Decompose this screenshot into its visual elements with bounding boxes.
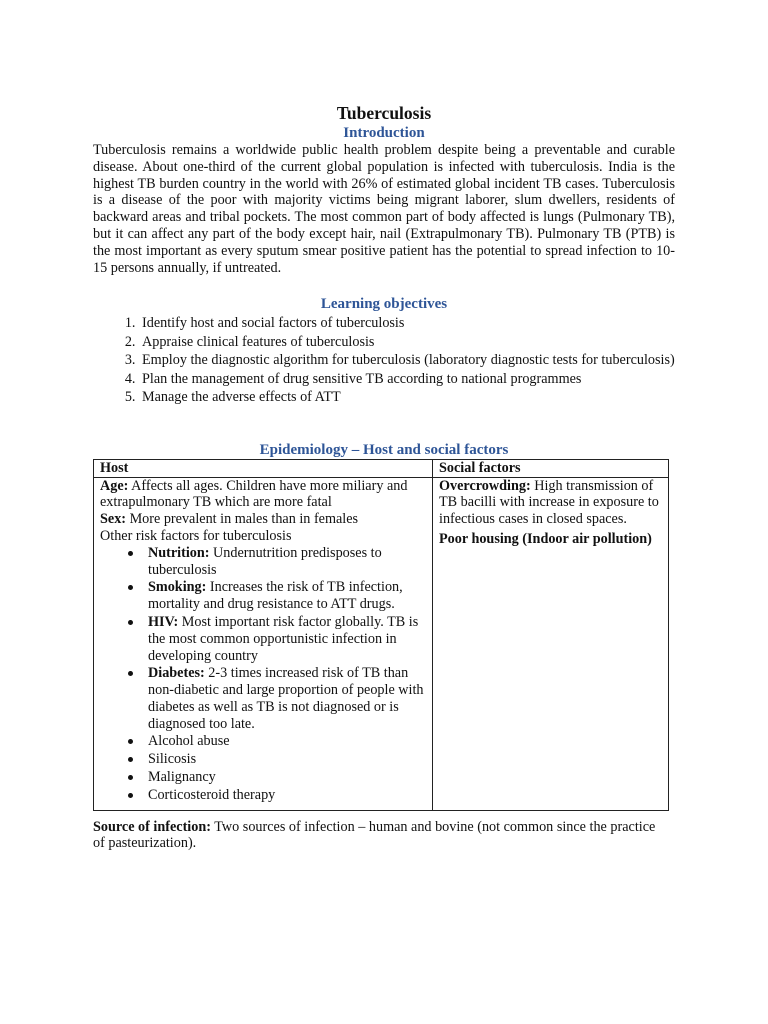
epidemiology-heading: Epidemiology – Host and social factors	[259, 441, 509, 458]
poor-housing-label: Poor housing (Indoor air pollution)	[439, 530, 652, 547]
sex-text: More prevalent in males than in females	[126, 511, 359, 528]
age-text: Affects all ages. Children have more miliary and extrapulmonary TB which are more fatal	[100, 477, 408, 511]
risk-factor-label: HIV:	[148, 613, 179, 630]
learning-objectives-list	[93, 315, 675, 405]
risk-factor-item	[148, 614, 426, 664]
overcrowding-label: Overcrowding:	[439, 477, 531, 494]
risk-factor-item	[148, 665, 426, 732]
introduction-paragraph: Tuberculosis remains a worldwide public health problem despite being a preventable and curable disease. About one-third of the current global population is infected with tuberculosis. India is the highest TB burden country in the world with 26% of estimated global incident TB cases. Tuberculosis is a disease of the poor with majority victims being migrant laborer, slum dwellers, residents of backward areas and tribal pockets. The most common part of body affected is lungs (Pulmonary TB), but it can affect any part of the body except hair, nail (Extrapulmonary TB). Pulmonary TB (PTB) is the most important as every sputum smear positive patient has the potential to spread infection to 10-15 persons annually, if untreated.	[93, 142, 675, 276]
risk-factor-item: Alcohol abuse	[148, 733, 426, 750]
overcrowding-text: High transmission of TB bacilli with increase in exposure to infectious cases in closed spaces.	[439, 477, 659, 528]
source-of-infection	[93, 819, 668, 853]
risk-factor-item: Corticosteroid therapy	[148, 787, 426, 804]
sex-line	[100, 511, 426, 528]
social-factors-cell	[433, 477, 669, 810]
objective-item: 2. Appraise clinical features of tuberculosis	[139, 334, 675, 351]
risk-factor-item	[148, 545, 426, 579]
risk-factor-label: Nutrition:	[148, 544, 210, 561]
document-page	[93, 102, 675, 852]
table-header-row	[94, 459, 669, 477]
risk-factor-item: Malignancy	[148, 769, 426, 786]
social-column-header: Social factors	[433, 459, 669, 477]
risk-factor-text: Undernutrition predisposes to tuberculosis	[148, 544, 382, 578]
objective-item: 5. Manage the adverse effects of ATT	[139, 389, 675, 406]
other-risk-heading: Other risk factors for tuberculosis	[100, 527, 292, 544]
page-title: Tuberculosis	[336, 103, 432, 123]
host-cell	[94, 477, 433, 810]
risk-factor-list	[100, 545, 426, 804]
risk-factor-label: Diabetes:	[148, 665, 205, 682]
age-line	[100, 478, 426, 512]
risk-factor-label: Smoking:	[148, 579, 207, 596]
age-label: Age:	[100, 477, 129, 494]
risk-factor-item	[148, 579, 426, 613]
source-label: Source of infection:	[93, 818, 211, 835]
introduction-heading: Introduction	[343, 125, 425, 141]
objective-item: 3. Employ the diagnostic algorithm for tuberculosis (laboratory diagnostic tests for tuberculosis)	[139, 352, 675, 369]
table-row	[94, 477, 669, 810]
risk-factor-text: Most important risk factor globally. TB is the most common opportunistic infection in developing country	[148, 613, 419, 664]
epidemiology-table	[93, 459, 669, 811]
risk-factor-item: Silicosis	[148, 751, 426, 768]
objective-item: 1. Identify host and social factors of tuberculosis	[139, 315, 675, 332]
sex-label: Sex:	[100, 511, 127, 528]
risk-factor-text: Increases the risk of TB infection, mortality and drug resistance to ATT drugs.	[148, 579, 403, 613]
poor-housing-entry	[439, 531, 662, 548]
source-text: Two sources of infection – human and bovine (not common since the practice of pasteurization).	[93, 818, 656, 852]
overcrowding-entry	[439, 478, 662, 528]
risk-factor-text: 2-3 times increased risk of TB than non-diabetic and large proportion of people with diabetes as well as TB is not diagnosed or is diagnosed too late.	[148, 665, 424, 732]
objective-item: 4. Plan the management of drug sensitive TB according to national programmes	[139, 371, 675, 388]
learning-objectives-heading: Learning objectives	[320, 296, 448, 313]
host-column-header: Host	[94, 459, 433, 477]
